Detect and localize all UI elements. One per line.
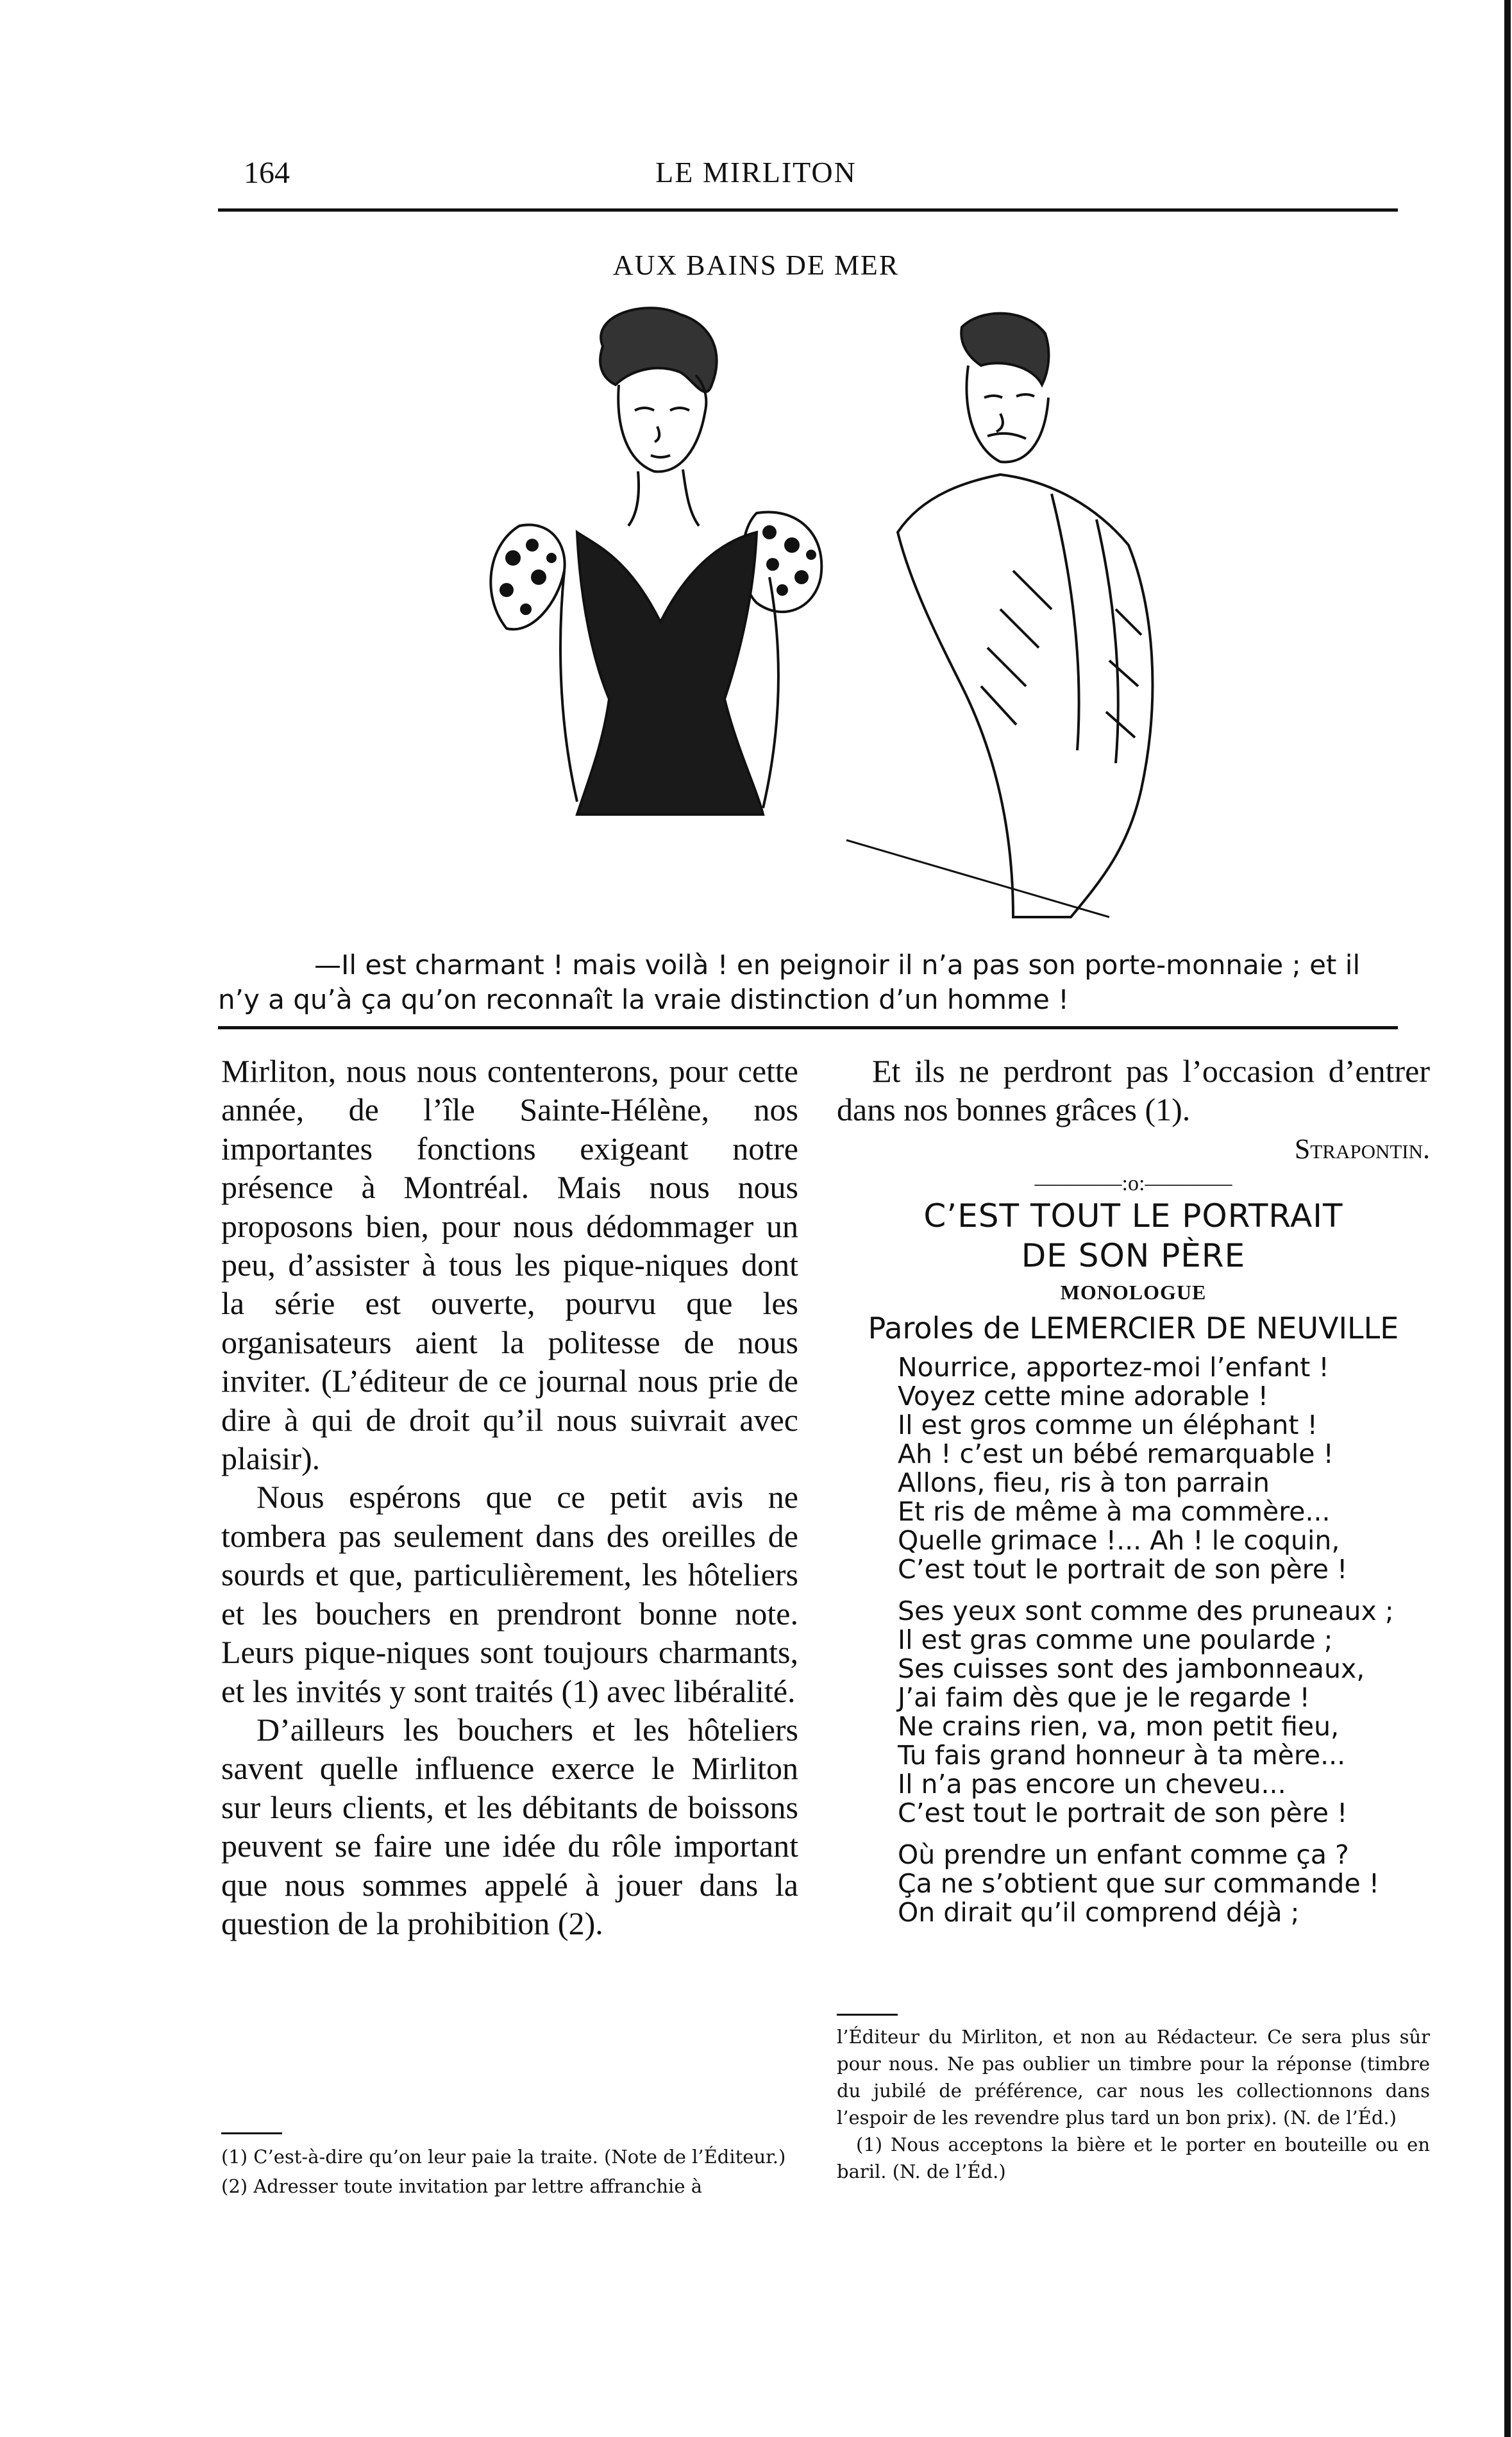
left-footnote-rule	[221, 2132, 282, 2134]
woman-bodice	[577, 532, 763, 814]
verse-line: C’est tout le portrait de son père !	[898, 1798, 1348, 1828]
right-footnotes	[837, 2023, 1430, 2185]
verse-line: J’ai faim dès que je le regarde !	[898, 1682, 1310, 1713]
poem-title-line-2: DE SON PÈRE	[1021, 1237, 1246, 1274]
caption-line-2: n’y a qu’à ça qu’on reconnaît la vraie distinction d’un homme !	[218, 984, 1069, 1015]
verse-line: Ne crains rien, va, mon petit fieu,	[898, 1711, 1340, 1742]
stanza	[898, 1841, 1430, 1927]
man-face	[966, 366, 1048, 462]
footnote: (1) Nous acceptons la bière et le porter en bouteille ou en baril. (N. de l’Éd.)	[837, 2134, 1430, 2182]
cartoon-title: AUX BAINS DE MER	[612, 249, 900, 281]
verse-line: Il n’a pas encore un cheveu...	[898, 1769, 1286, 1800]
verse-line: Quelle grimace !... Ah ! le coquin,	[898, 1525, 1340, 1556]
verse-line: Et ris de même à ma commère...	[898, 1496, 1331, 1527]
verse-line: Il est gras comme une poularde ;	[898, 1624, 1333, 1655]
left-column	[221, 1052, 798, 1943]
verse-line: Ses cuisses sont des jambonneaux,	[898, 1653, 1365, 1684]
verse-line: Allons, fieu, ris à ton parrain	[898, 1467, 1270, 1498]
man-robe	[898, 475, 1152, 917]
verse-line: Ah ! c’est un bébé remarquable !	[898, 1438, 1334, 1469]
poem-author: Paroles de LEMERCIER DE NEUVILLE	[868, 1311, 1399, 1345]
verse-line: Ça ne s’obtient que sur commande !	[898, 1868, 1380, 1899]
stanza	[898, 1597, 1430, 1828]
separator: ————:o:————	[1034, 1172, 1232, 1195]
verse-line: Il est gros comme un éléphant !	[898, 1410, 1318, 1440]
verse-line: Où prendre un enfant comme ça ?	[898, 1839, 1349, 1870]
verse-line: Ses yeux sont comme des pruneaux ;	[898, 1596, 1394, 1626]
footnote: l’Éditeur du Mirliton, et non au Rédacteur. Ce sera plus sûr pour nous. Ne pas oublier un timbre pour la réponse (timbre du jubilé de préférence, car nous les collectionnons dans l’espoir de les revendre plus tard un bon prix). (N. de l’Éd.)	[837, 2026, 1430, 2129]
page-edge	[1504, 0, 1511, 2437]
cartoon-illustration	[436, 301, 1238, 936]
footnote: (1) C’est-à-dire qu’on leur paie la traite. (Note de l’Éditeur.)	[221, 2146, 786, 2168]
right-column	[837, 1052, 1430, 1940]
paragraph: Mirliton, nous nous contenterons, pour cette année, de l’île Sainte-Hélène, nos importantes fonctions exigeant notre présence à Montréal. Mais nous nous proposons bien, pour nous dédommager un peu, d’assister à tous les pique-niques dont la série est ouverte, pourvu que les organisateurs aient la politesse de nous inviter. (L’éditeur de ce journal nous prie de dire à qui de droit qu’il nous suivrait avec plaisir).	[221, 1053, 798, 1477]
caption-line-1: —Il est charmant ! mais voilà ! en peignoir il n’a pas son porte-monnaie ; et il	[314, 949, 1361, 981]
footnote: (2) Adresser toute invitation par lettre affranchie à	[221, 2175, 703, 2197]
verse-line: On dirait qu’il comprend déjà ;	[898, 1897, 1300, 1928]
poem-genre: MONOLOGUE	[1060, 1281, 1207, 1304]
verse-line: Voyez cette mine adorable !	[898, 1381, 1269, 1412]
poem	[837, 1353, 1430, 1927]
paragraph: D’ailleurs les bouchers et les hôteliers savent quelle influence exerce le Mirliton sur leurs clients, et les débitants de boissons peuvent se faire une idée du rôle important que nous sommes appelé à jouer dans la question de la prohibition (2).	[221, 1711, 798, 1941]
signature: Strapontin.	[1294, 1133, 1430, 1165]
man-hair	[961, 314, 1048, 385]
verse-line: Nourrice, apportez-moi l’enfant !	[898, 1352, 1329, 1383]
poem-title-line-1: C’EST TOUT LE PORTRAIT	[923, 1197, 1343, 1235]
paragraph: Nous espérons que ce petit avis ne tombera pas seulement dans des oreilles de sourds et que, particulièrement, les hôteliers et les bouchers en prendront bonne note. Leurs pique-niques sont toujours charmants, et les invités y sont traités (1) avec libéralité.	[221, 1479, 798, 1709]
header-rule	[218, 208, 1398, 212]
page-number: 164	[244, 156, 290, 190]
stanza	[898, 1353, 1430, 1584]
right-footnote-rule	[837, 2014, 898, 2016]
verse-line: C’est tout le portrait de son père !	[898, 1554, 1348, 1585]
verse-line: Tu fais grand honneur à ta mère...	[898, 1740, 1346, 1771]
continuation-text: Et ils ne perdront pas l’occasion d’entrer dans nos bonnes grâces (1).	[837, 1053, 1430, 1127]
running-head: LE MIRLITON	[655, 156, 857, 189]
woman-neck	[628, 469, 699, 526]
cartoon-caption	[218, 948, 1398, 1017]
left-footnotes	[221, 2142, 798, 2201]
caption-rule	[218, 1026, 1398, 1029]
